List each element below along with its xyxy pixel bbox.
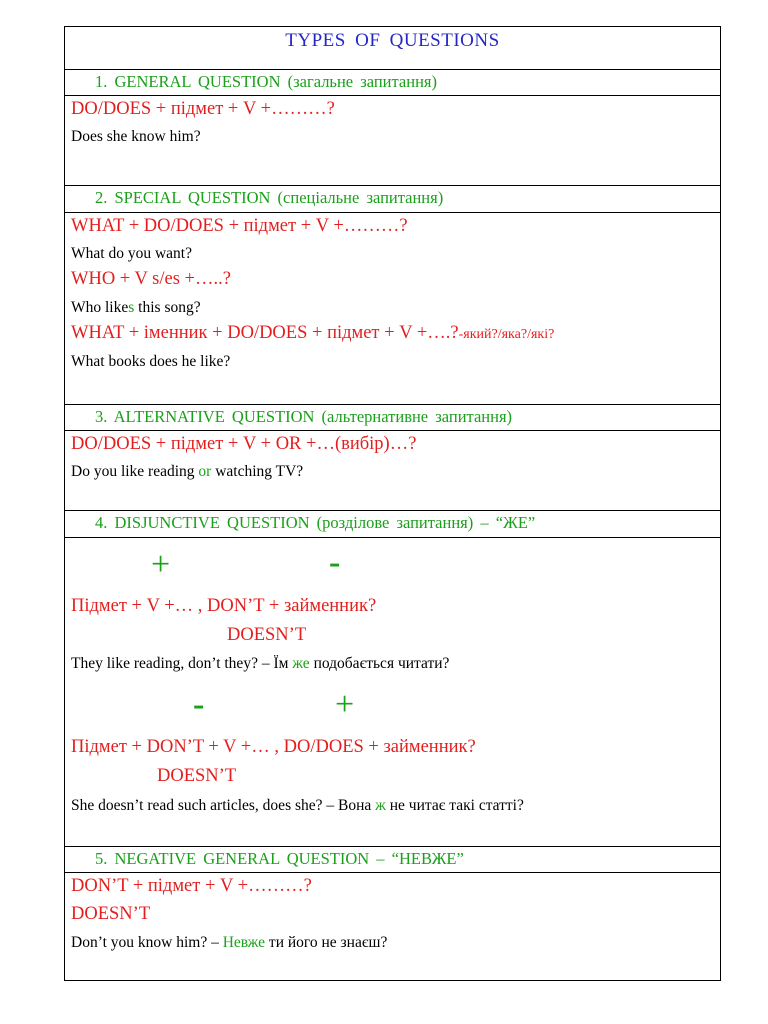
alternative-example-part1: Do you like reading — [71, 463, 199, 480]
special-example-who-part1: Who like — [71, 299, 129, 316]
special-example-what-noun: What books does he like? — [71, 353, 231, 370]
minus-sign-2: - — [193, 686, 205, 723]
special-example-who — [71, 299, 201, 317]
section-header-disjunctive — [65, 510, 720, 537]
special-formula-what-noun — [71, 323, 554, 344]
section-body-disjunctive — [65, 537, 720, 846]
disjunctive-example-negative-particle: ж — [375, 797, 386, 814]
negative-formula: DON’T + підмет + V +………? — [71, 876, 312, 896]
negative-example-particle: Невже — [222, 934, 266, 951]
negative-example-part2: ти його не знаєш? — [265, 934, 388, 951]
special-formula-who: WHO + V s/es +…..? — [71, 269, 231, 289]
section-body-general — [65, 95, 720, 185]
section-body-negative — [65, 872, 720, 980]
alternative-example-or: or — [198, 463, 212, 480]
disjunctive-formula-positive-alt: DOESN’T — [227, 625, 307, 645]
general-formula: DO/DOES + підмет + V +………? — [71, 99, 335, 119]
disjunctive-example-negative-part1: She doesn’t read such articles, does she? – Вона — [71, 797, 376, 814]
disjunctive-example-positive — [71, 655, 449, 673]
alternative-example-part2: watching TV? — [211, 463, 304, 480]
minus-sign-1: - — [329, 544, 341, 581]
alternative-example — [71, 463, 303, 481]
disjunctive-header-text: 4. DISJUNCTIVE QUESTION (розділове запитання) – “ЖЕ” — [95, 513, 536, 532]
section-body-special — [65, 212, 720, 404]
disjunctive-formula-positive: Підмет + V +… , DON’T + займенник? — [71, 596, 377, 616]
special-example-who-ending: s — [128, 299, 135, 316]
special-example-who-part2: this song? — [134, 299, 201, 316]
special-formula-what-noun-main: WHAT + іменник + DO/DOES + підмет + V +….? — [71, 323, 459, 343]
negative-formula-alt: DOESN’T — [71, 904, 151, 924]
plus-sign-1: + — [151, 546, 171, 583]
negative-example — [71, 934, 387, 952]
section-body-alternative — [65, 430, 720, 510]
special-formula-what: WHAT + DO/DOES + підмет + V +………? — [71, 216, 408, 236]
disjunctive-formula-negative-alt: DOESN’T — [157, 766, 237, 786]
alternative-header-text: 3. ALTERNATIVE QUESTION (альтернативне запитання) — [95, 407, 513, 426]
general-header-text: 1. GENERAL QUESTION (загальне запитання) — [95, 72, 437, 91]
special-header-text: 2. SPECIAL QUESTION (спеціальне запитання) — [95, 188, 444, 207]
section-header-general — [65, 69, 720, 95]
plus-sign-2: + — [335, 686, 355, 723]
disjunctive-example-positive-part2: подобається читати? — [309, 655, 450, 672]
disjunctive-example-positive-particle: же — [292, 655, 310, 672]
section-header-negative — [65, 846, 720, 872]
special-formula-what-noun-note: -який?/яка?/які? — [458, 327, 555, 342]
questions-table — [64, 26, 721, 981]
special-example-what: What do you want? — [71, 245, 192, 262]
general-example: Does she know him? — [71, 128, 201, 145]
negative-example-part1: Don’t you know him? – — [71, 934, 223, 951]
disjunctive-formula-negative: Підмет + DON’T + V +… , DO/DOES + займенник? — [71, 737, 476, 757]
alternative-formula: DO/DOES + підмет + V + OR +…(вибір)…? — [71, 434, 417, 454]
disjunctive-example-negative — [71, 797, 524, 815]
disjunctive-example-negative-part2: не читає такі статті? — [385, 797, 524, 814]
table-title-text: TYPES OF QUESTIONS — [285, 30, 500, 51]
disjunctive-example-positive-part1: They like reading, don’t they? – Їм — [71, 655, 293, 672]
table-title — [65, 27, 720, 69]
section-header-special — [65, 185, 720, 212]
section-header-alternative — [65, 404, 720, 430]
negative-header-text: 5. NEGATIVE GENERAL QUESTION – “НЕВЖЕ” — [95, 849, 464, 868]
